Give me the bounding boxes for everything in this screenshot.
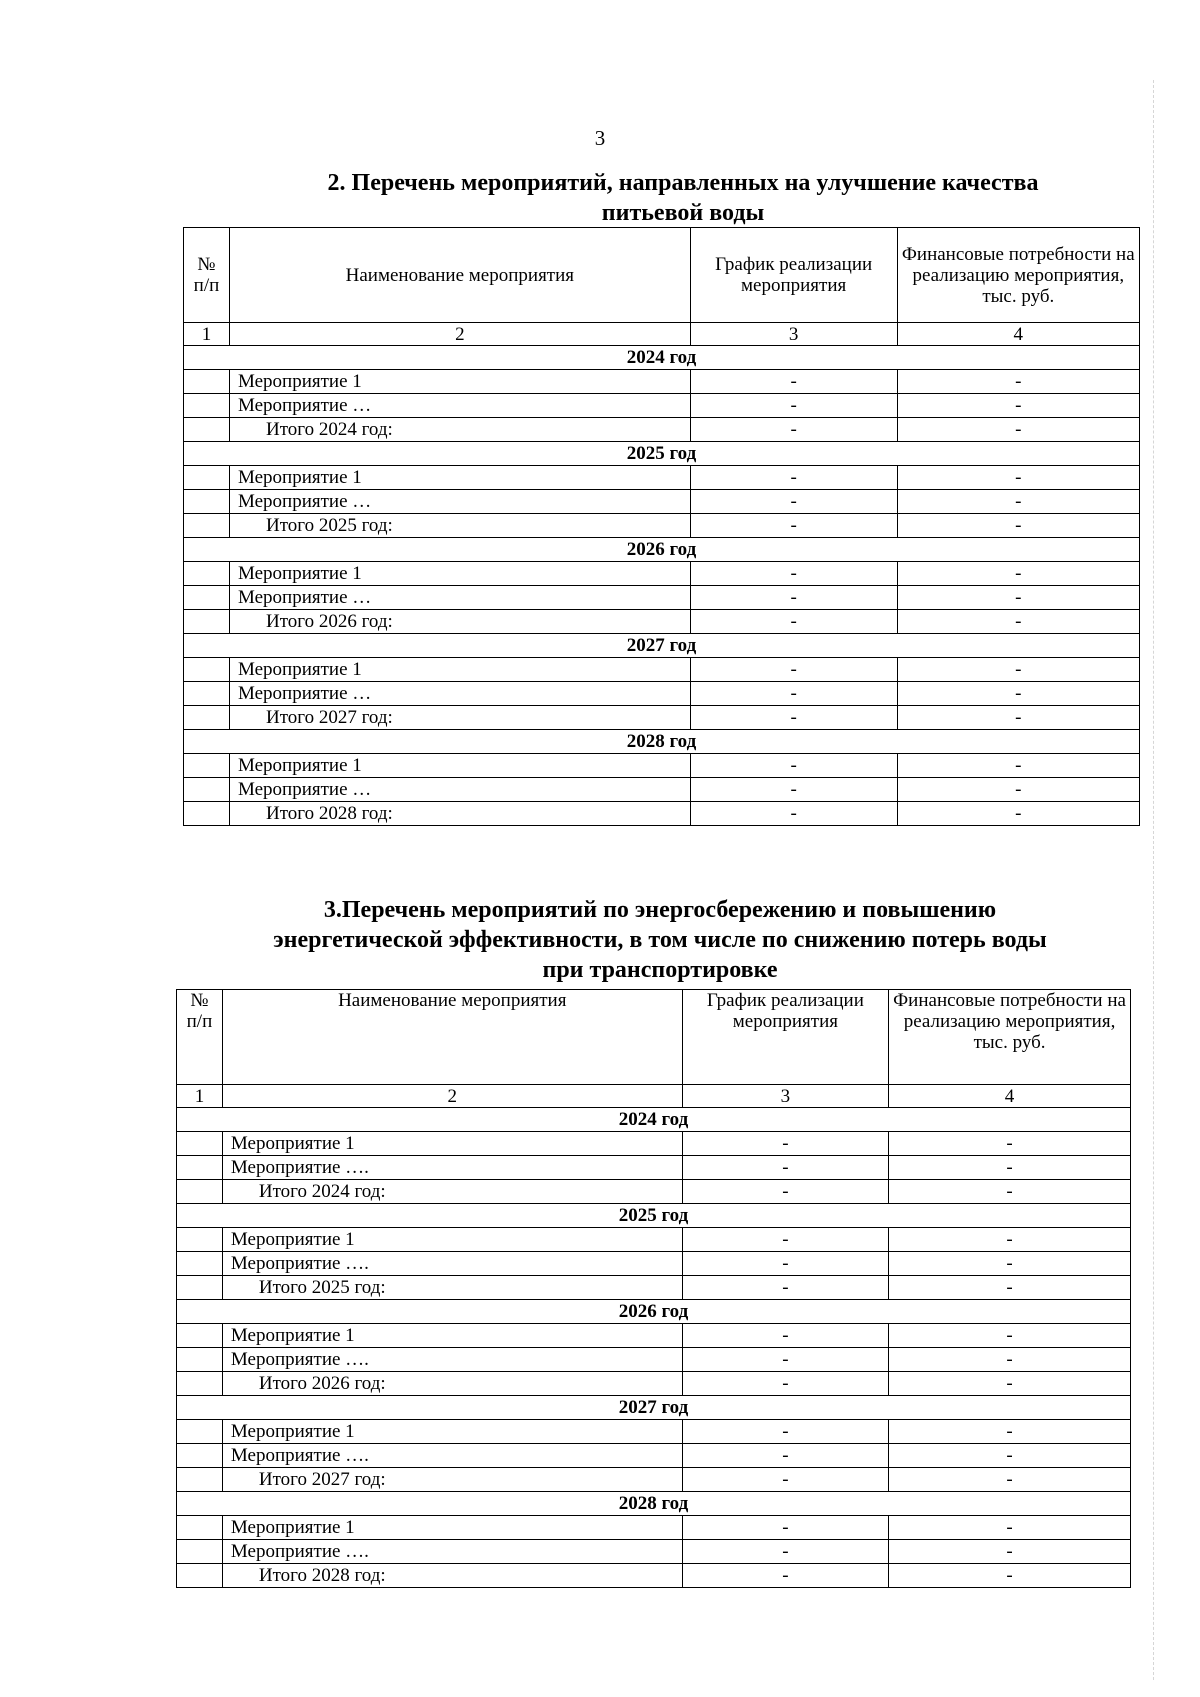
section-3-table	[176, 989, 1131, 1588]
header-name: Наименование мероприятия	[229, 228, 690, 323]
schedule-value: -	[682, 1564, 888, 1588]
activity-name: Мероприятие 1	[222, 1516, 682, 1540]
row-number-cell	[184, 418, 230, 442]
total-row	[184, 610, 1140, 634]
row-number-cell	[177, 1228, 223, 1252]
row-number-cell	[184, 586, 230, 610]
table-header-row	[184, 228, 1140, 323]
activity-name: Мероприятие …	[229, 778, 690, 802]
row-number-cell	[184, 754, 230, 778]
year-row	[177, 1108, 1131, 1132]
schedule-value: -	[690, 370, 897, 394]
row-number-cell	[184, 370, 230, 394]
finance-value: -	[889, 1132, 1131, 1156]
activity-row	[177, 1420, 1131, 1444]
total-label: Итого 2025 год:	[229, 514, 690, 538]
activity-row	[184, 586, 1140, 610]
row-number-cell	[177, 1156, 223, 1180]
table-header-row	[177, 990, 1131, 1085]
schedule-value: -	[682, 1324, 888, 1348]
year-label: 2026 год	[177, 1300, 1131, 1324]
row-number-cell	[177, 1564, 223, 1588]
row-number-cell	[184, 394, 230, 418]
activity-row	[177, 1516, 1131, 1540]
activity-name: Мероприятие 1	[222, 1324, 682, 1348]
activity-row	[184, 682, 1140, 706]
finance-value: -	[889, 1348, 1131, 1372]
total-row	[177, 1180, 1131, 1204]
year-label: 2028 год	[177, 1492, 1131, 1516]
finance-value: -	[889, 1252, 1131, 1276]
header-finance: Финансовые потребности на реализацию мероприятия, тыс. руб.	[889, 990, 1131, 1085]
year-label: 2027 год	[177, 1396, 1131, 1420]
header-schedule: График реализации мероприятия	[682, 990, 888, 1085]
total-row	[177, 1564, 1131, 1588]
activity-row	[184, 466, 1140, 490]
activity-row	[177, 1132, 1131, 1156]
row-number-cell	[177, 1420, 223, 1444]
schedule-value: -	[682, 1132, 888, 1156]
finance-value: -	[897, 586, 1139, 610]
activity-name: Мероприятие …	[229, 586, 690, 610]
activity-name: Мероприятие 1	[229, 562, 690, 586]
schedule-value: -	[690, 754, 897, 778]
row-number-cell	[177, 1540, 223, 1564]
finance-value: -	[897, 394, 1139, 418]
section-2-title-line2: питьевой воды	[601, 200, 765, 226]
finance-value: -	[889, 1180, 1131, 1204]
section-3-title-line2: энергетической эффективности, в том числе по снижению потерь воды	[273, 927, 1047, 953]
schedule-value: -	[682, 1180, 888, 1204]
activity-name: Мероприятие 1	[229, 754, 690, 778]
column-index: 2	[222, 1085, 682, 1108]
schedule-value: -	[682, 1372, 888, 1396]
total-row	[177, 1276, 1131, 1300]
section-3-title	[190, 895, 1130, 985]
header-finance: Финансовые потребности на реализацию мероприятия, тыс. руб.	[897, 228, 1139, 323]
year-label: 2025 год	[184, 442, 1140, 466]
column-index: 1	[177, 1085, 223, 1108]
year-label: 2024 год	[177, 1108, 1131, 1132]
column-index: 4	[889, 1085, 1131, 1108]
year-row	[184, 346, 1140, 370]
total-row	[177, 1372, 1131, 1396]
total-row	[184, 802, 1140, 826]
year-row	[184, 538, 1140, 562]
activity-row	[177, 1348, 1131, 1372]
schedule-value: -	[690, 586, 897, 610]
finance-value: -	[897, 514, 1139, 538]
finance-value: -	[889, 1156, 1131, 1180]
activity-row	[177, 1540, 1131, 1564]
column-index: 4	[897, 323, 1139, 346]
total-label: Итого 2028 год:	[229, 802, 690, 826]
activity-row	[184, 394, 1140, 418]
column-index: 3	[690, 323, 897, 346]
scan-edge-marks	[1153, 80, 1160, 1680]
total-label: Итого 2027 год:	[229, 706, 690, 730]
total-label: Итого 2024 год:	[222, 1180, 682, 1204]
finance-value: -	[889, 1444, 1131, 1468]
row-number-cell	[177, 1372, 223, 1396]
row-number-cell	[177, 1180, 223, 1204]
finance-value: -	[897, 754, 1139, 778]
row-number-cell	[177, 1276, 223, 1300]
row-number-cell	[177, 1324, 223, 1348]
finance-value: -	[889, 1468, 1131, 1492]
page-number: 3	[594, 126, 606, 150]
activity-name: Мероприятие ….	[222, 1252, 682, 1276]
year-row	[177, 1204, 1131, 1228]
row-number-cell	[184, 778, 230, 802]
activity-name: Мероприятие ….	[222, 1348, 682, 1372]
schedule-value: -	[690, 514, 897, 538]
schedule-value: -	[690, 778, 897, 802]
row-number-cell	[184, 802, 230, 826]
schedule-value: -	[690, 706, 897, 730]
finance-value: -	[889, 1324, 1131, 1348]
activity-name: Мероприятие …	[229, 490, 690, 514]
finance-value: -	[897, 418, 1139, 442]
row-number-cell	[184, 514, 230, 538]
schedule-value: -	[690, 418, 897, 442]
schedule-value: -	[682, 1348, 888, 1372]
header-num: № п/п	[184, 228, 230, 323]
total-label: Итого 2026 год:	[222, 1372, 682, 1396]
row-number-cell	[184, 706, 230, 730]
activity-row	[184, 658, 1140, 682]
activity-row	[184, 778, 1140, 802]
year-row	[177, 1300, 1131, 1324]
finance-value: -	[897, 778, 1139, 802]
activity-name: Мероприятие ….	[222, 1444, 682, 1468]
year-row	[177, 1396, 1131, 1420]
total-label: Итого 2026 год:	[229, 610, 690, 634]
header-schedule: График реализации мероприятия	[690, 228, 897, 323]
section-3-title-line1: 3.Перечень мероприятий по энергосбережению и повышению	[323, 897, 997, 923]
total-row	[184, 418, 1140, 442]
total-label: Итого 2024 год:	[229, 418, 690, 442]
finance-value: -	[897, 466, 1139, 490]
schedule-value: -	[682, 1420, 888, 1444]
activity-row	[177, 1324, 1131, 1348]
section-2-title-line1: 2. Перечень мероприятий, направленных на улучшение качества	[327, 170, 1039, 196]
section-2-title	[258, 168, 1108, 228]
row-number-cell	[184, 658, 230, 682]
schedule-value: -	[690, 394, 897, 418]
finance-value: -	[897, 610, 1139, 634]
finance-value: -	[889, 1564, 1131, 1588]
year-label: 2026 год	[184, 538, 1140, 562]
finance-value: -	[897, 370, 1139, 394]
total-row	[184, 706, 1140, 730]
row-number-cell	[177, 1348, 223, 1372]
activity-name: Мероприятие 1	[222, 1132, 682, 1156]
schedule-value: -	[690, 610, 897, 634]
activity-row	[177, 1228, 1131, 1252]
year-label: 2027 год	[184, 634, 1140, 658]
row-number-cell	[177, 1516, 223, 1540]
finance-value: -	[889, 1420, 1131, 1444]
row-number-cell	[184, 490, 230, 514]
activity-name: Мероприятие 1	[229, 466, 690, 490]
activity-name: Мероприятие ….	[222, 1156, 682, 1180]
activity-name: Мероприятие …	[229, 682, 690, 706]
column-index-row	[184, 323, 1140, 346]
schedule-value: -	[682, 1468, 888, 1492]
column-index-row	[177, 1085, 1131, 1108]
finance-value: -	[897, 706, 1139, 730]
header-num: № п/п	[177, 990, 223, 1085]
year-row	[177, 1492, 1131, 1516]
schedule-value: -	[682, 1540, 888, 1564]
finance-value: -	[897, 562, 1139, 586]
activity-row	[177, 1156, 1131, 1180]
finance-value: -	[897, 682, 1139, 706]
total-label: Итого 2025 год:	[222, 1276, 682, 1300]
schedule-value: -	[682, 1228, 888, 1252]
finance-value: -	[897, 802, 1139, 826]
year-row	[184, 730, 1140, 754]
activity-name: Мероприятие …	[229, 394, 690, 418]
finance-value: -	[889, 1276, 1131, 1300]
activity-row	[177, 1252, 1131, 1276]
activity-row	[177, 1444, 1131, 1468]
activity-name: Мероприятие 1	[229, 370, 690, 394]
column-index: 1	[184, 323, 230, 346]
row-number-cell	[184, 610, 230, 634]
activity-name: Мероприятие 1	[222, 1228, 682, 1252]
finance-value: -	[889, 1228, 1131, 1252]
section-2-table	[183, 227, 1140, 826]
activity-name: Мероприятие 1	[222, 1420, 682, 1444]
schedule-value: -	[682, 1156, 888, 1180]
row-number-cell	[177, 1132, 223, 1156]
activity-name: Мероприятие ….	[222, 1540, 682, 1564]
schedule-value: -	[682, 1444, 888, 1468]
finance-value: -	[897, 490, 1139, 514]
total-row	[177, 1468, 1131, 1492]
row-number-cell	[184, 682, 230, 706]
finance-value: -	[897, 658, 1139, 682]
total-row	[184, 514, 1140, 538]
row-number-cell	[177, 1252, 223, 1276]
schedule-value: -	[682, 1276, 888, 1300]
total-label: Итого 2027 год:	[222, 1468, 682, 1492]
schedule-value: -	[690, 562, 897, 586]
finance-value: -	[889, 1540, 1131, 1564]
schedule-value: -	[690, 682, 897, 706]
finance-value: -	[889, 1372, 1131, 1396]
section-3-title-line3: при транспортировке	[542, 957, 778, 983]
row-number-cell	[184, 562, 230, 586]
activity-name: Мероприятие 1	[229, 658, 690, 682]
year-label: 2025 год	[177, 1204, 1131, 1228]
year-label: 2024 год	[184, 346, 1140, 370]
year-row	[184, 442, 1140, 466]
activity-row	[184, 562, 1140, 586]
column-index: 2	[229, 323, 690, 346]
activity-row	[184, 370, 1140, 394]
schedule-value: -	[682, 1252, 888, 1276]
schedule-value: -	[690, 658, 897, 682]
schedule-value: -	[682, 1516, 888, 1540]
schedule-value: -	[690, 802, 897, 826]
row-number-cell	[177, 1444, 223, 1468]
activity-row	[184, 754, 1140, 778]
schedule-value: -	[690, 466, 897, 490]
finance-value: -	[889, 1516, 1131, 1540]
schedule-value: -	[690, 490, 897, 514]
year-row	[184, 634, 1140, 658]
column-index: 3	[682, 1085, 888, 1108]
header-name: Наименование мероприятия	[222, 990, 682, 1085]
row-number-cell	[184, 466, 230, 490]
row-number-cell	[177, 1468, 223, 1492]
year-label: 2028 год	[184, 730, 1140, 754]
total-label: Итого 2028 год:	[222, 1564, 682, 1588]
activity-row	[184, 490, 1140, 514]
